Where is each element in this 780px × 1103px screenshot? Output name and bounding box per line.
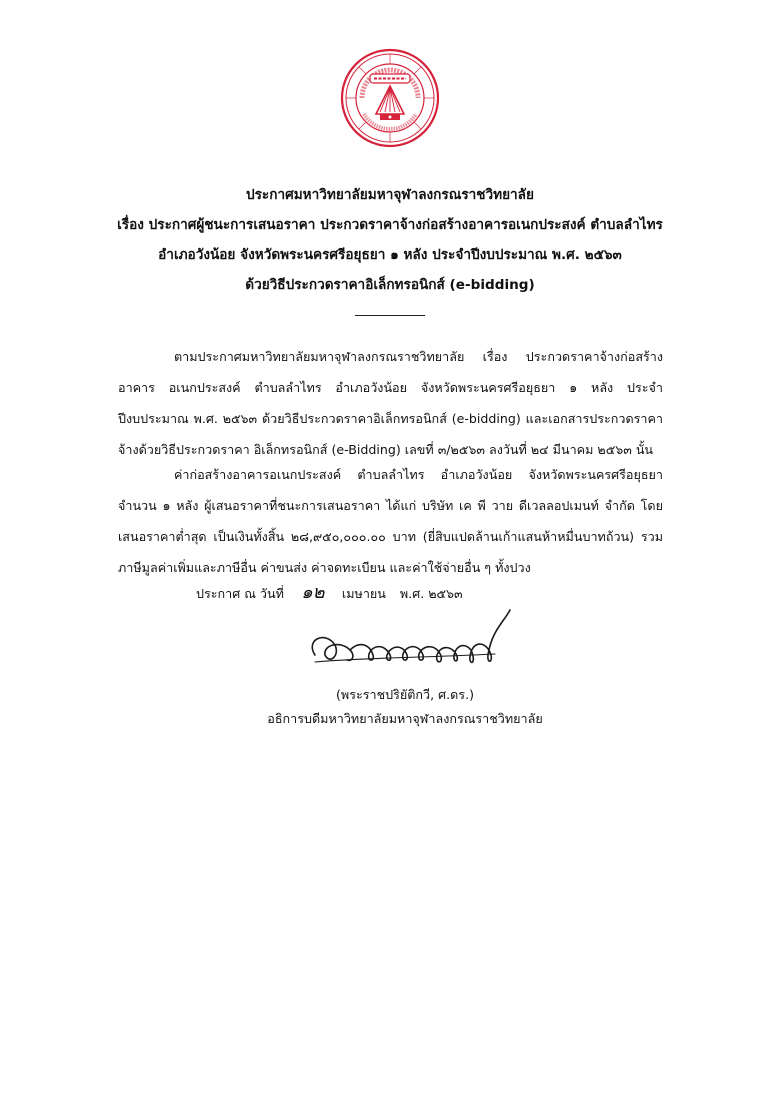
body-paragraph-1 [118, 341, 663, 465]
header-title: ประกาศมหาวิทยาลัยมหาจุฬาลงกรณราชวิทยาลัย [246, 187, 534, 203]
header-subject: เรื่อง ประกาศผู้ชนะการเสนอราคา ประกวดราคาจ้างก่อสร้างอาคารอเนกประสงค์ ตำบลลำไทร [117, 217, 663, 233]
signatory-name: (พระราชปริยัติกวี, ศ.ดร.) [335, 687, 474, 702]
paragraph-1-text: ตามประกาศมหาวิทยาลัยมหาจุฬาลงกรณราชวิทยาลัย เรื่อง ประกวดราคาจ้างก่อสร้างอาคาร อเนกประสงค์ ตำบลลำไทร อำเภอวังน้อย จังหวัดพระนครศรีอยุธยา ๑ หลัง ประจำปีงบประมาณ พ.ศ. ๒๕๖๓ ด้วยวิธีประกวดราคาอิเล็กทรอนิกส์ (e-bidding) และเอกสารประกวดราคาจ้างด้วยวิธีประกวดราคา อิเล็กทรอนิกส์ (e-Bidding) เลขที่ ๓/๒๕๖๓ ลงวันที่ ๒๔ มีนาคม ๒๕๖๓ นั้น [118, 349, 663, 457]
header-divider [355, 315, 425, 316]
date-month: เมษายน [341, 586, 386, 601]
handwritten-signature-icon [295, 600, 535, 685]
university-seal-icon [340, 48, 440, 148]
paragraph-2-text: ค่าก่อสร้างอาคารอเนกประสงค์ ตำบลลำไทร อำเภอวังน้อย จังหวัดพระนครศรีอยุธยา จำนวน ๑ หลัง ผู้เสนอราคาที่ชนะการเสนอราคา ได้แก่ บริษัท เค พี วาย ดีเวลลอปเมนท์ จำกัด โดยเสนอราคาต่ำสุด เป็นเงินทั้งสิ้น ๒๘,๙๕๐,๐๐๐.๐๐ บาท (ยี่สิบแปดล้านเก้าแสนห้าหมื่นบาทถ้วน) รวมภาษีมูลค่าเพิ่มและภาษีอื่น ค่าขนส่ง ค่าจดทะเบียน และค่าใช้จ่ายอื่น ๆ ทั้งปวง [118, 467, 663, 575]
handwritten-day: ๑๒ [301, 582, 325, 603]
date-year: พ.ศ. ๒๕๖๓ [399, 586, 463, 601]
announcement-header [0, 180, 780, 300]
signatory-title: อธิการบดีมหาวิทยาลัยมหาจุฬาลงกรณราชวิทยาลัย [267, 711, 543, 726]
header-method: ด้วยวิธีประกวดราคาอิเล็กทรอนิกส์ (e-bidding) [245, 277, 535, 293]
date-prefix: ประกาศ ณ วันที่ [196, 586, 284, 601]
body-paragraph-2 [118, 459, 663, 583]
header-location: อำเภอวังน้อย จังหวัดพระนครศรีอยุธยา ๑ หลัง ประจำปีงบประมาณ พ.ศ. ๒๕๖๓ [158, 247, 622, 263]
